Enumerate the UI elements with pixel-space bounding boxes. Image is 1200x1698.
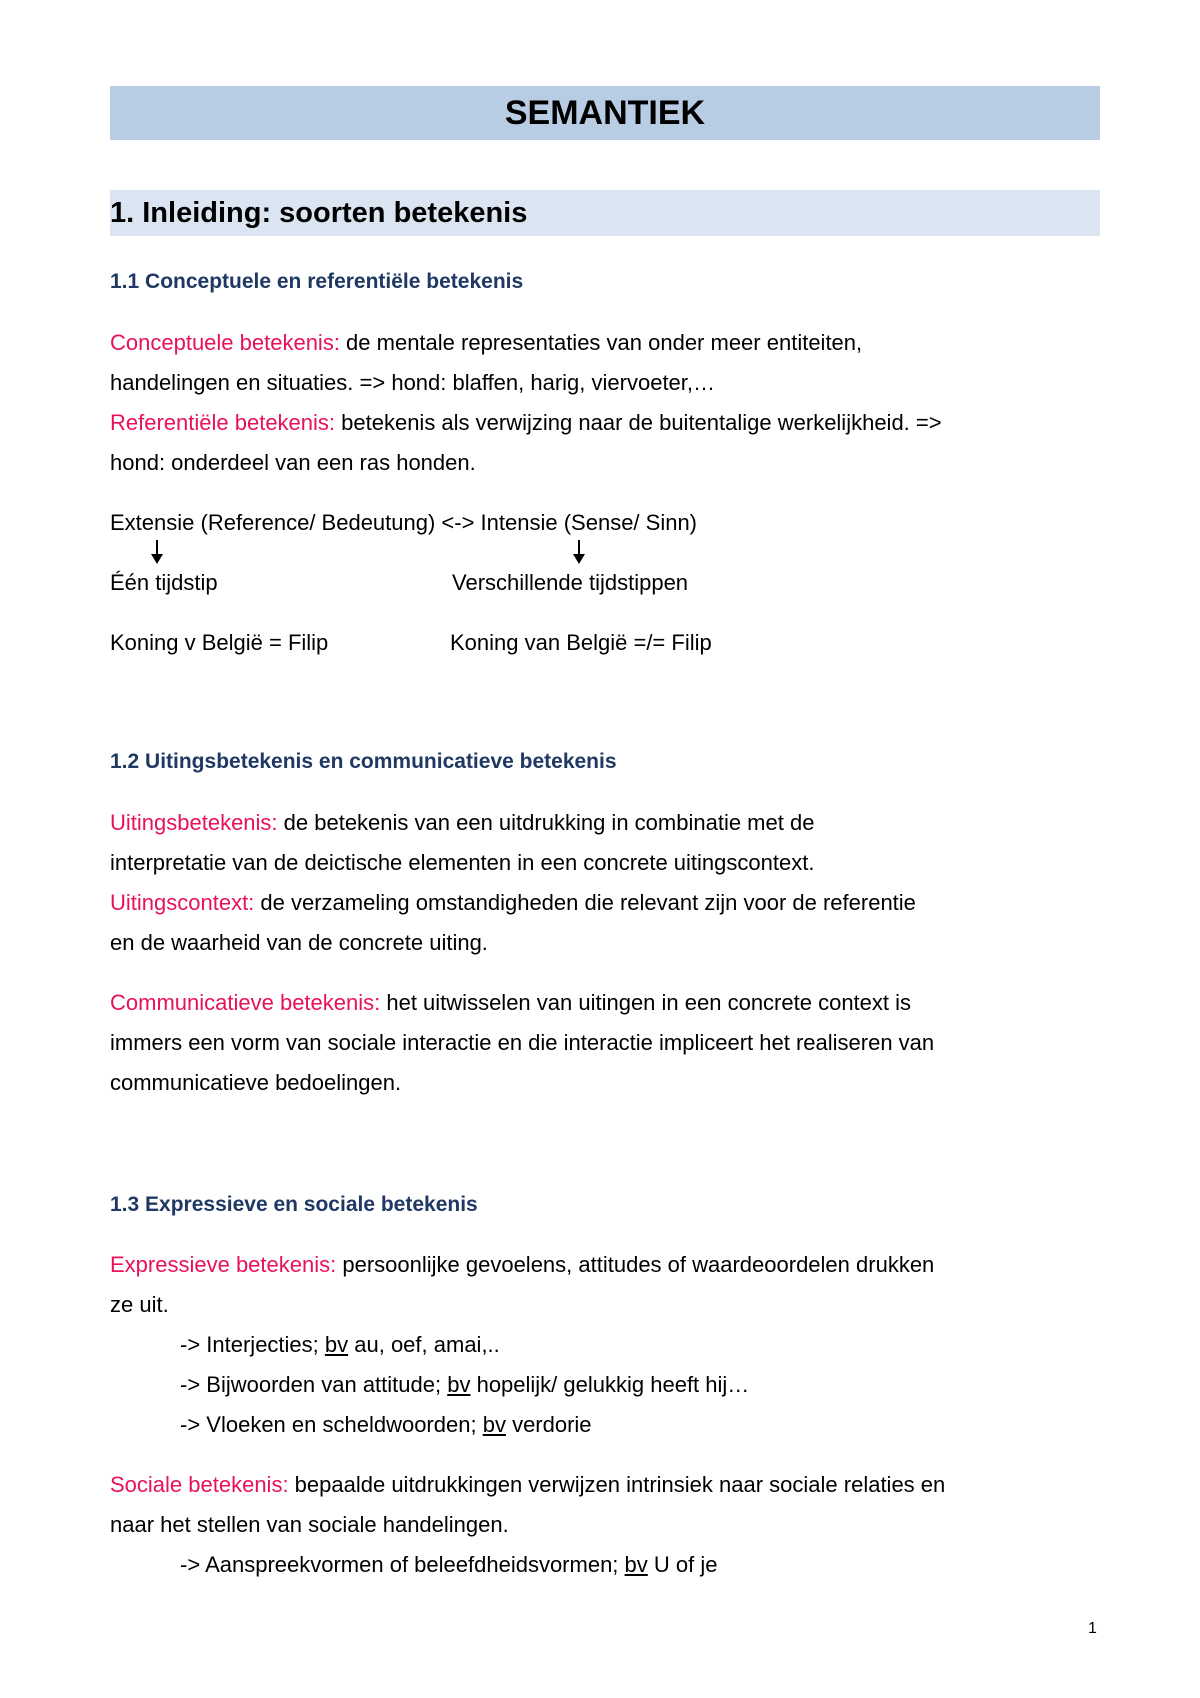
extensie-example: Één tijdstip	[110, 570, 218, 595]
document-title: SEMANTIEK	[110, 86, 1100, 140]
paragraph-uitingsbetekenis	[110, 810, 814, 836]
paragraph-text: bepaalde uitdrukkingen verwijzen intrinsiek naar sociale relaties en	[288, 1472, 946, 1497]
list-item	[180, 1372, 749, 1398]
list-item-text: au, oef, amai,..	[348, 1332, 500, 1357]
paragraph-sociale	[110, 1472, 945, 1498]
term-label: Expressieve betekenis:	[110, 1252, 337, 1277]
paragraph-line: naar het stellen van sociale handelingen.	[110, 1512, 509, 1537]
arrow-down-icon	[572, 540, 586, 566]
list-item-text: -> Bijwoorden van attitude;	[180, 1372, 448, 1397]
list-item-text: -> Aanspreekvormen of beleefdheidsvormen;	[180, 1552, 625, 1577]
list-item-text: verdorie	[505, 1412, 592, 1437]
paragraph-uitingscontext	[110, 890, 916, 916]
arrow-down-icon	[150, 540, 164, 566]
term-label: Sociale betekenis:	[110, 1472, 289, 1497]
list-item-text: U of je	[647, 1552, 718, 1577]
section-1-3-heading: 1.3 Expressieve en sociale betekenis	[110, 1193, 478, 1216]
extensie-intensie-line: Extensie (Reference/ Bedeutung) <-> Intensie (Sense/ Sinn)	[110, 510, 698, 535]
paragraph-text: persoonlijke gevoelens, attitudes of waardeoordelen drukken	[336, 1252, 935, 1277]
bv-abbrev: bv	[447, 1372, 471, 1397]
paragraph-text: de mentale representaties van onder meer entiteiten,	[339, 330, 863, 355]
term-label: Referentiële betekenis:	[110, 410, 336, 435]
paragraph-line: hond: onderdeel van een ras honden.	[110, 450, 476, 475]
section-1-2-heading: 1.2 Uitingsbetekenis en communicatieve betekenis	[110, 750, 617, 773]
koning-extensie: Koning v België = Filip	[110, 630, 329, 655]
list-item	[180, 1552, 718, 1578]
section-1-1-heading: 1.1 Conceptuele en referentiële betekenis	[110, 270, 524, 293]
paragraph-referentiele	[110, 410, 942, 436]
bv-abbrev: bv	[624, 1552, 648, 1577]
paragraph-line: immers een vorm van sociale interactie en die interactie impliceert het realiseren van	[110, 1030, 935, 1055]
paragraph-expressieve	[110, 1252, 934, 1278]
section-1-heading: 1. Inleiding: soorten betekenis	[110, 190, 1100, 236]
paragraph-line: handelingen en situaties. => hond: blaffen, harig, viervoeter,…	[110, 370, 716, 395]
bv-abbrev: bv	[482, 1412, 506, 1437]
paragraph-line: ze uit.	[110, 1292, 169, 1317]
paragraph-line: communicatieve bedoelingen.	[110, 1070, 402, 1095]
intensie-example: Verschillende tijdstippen	[452, 570, 689, 595]
paragraph-line: en de waarheid van de concrete uiting.	[110, 930, 488, 955]
term-label: Communicatieve betekenis:	[110, 990, 381, 1015]
paragraph-communicatieve	[110, 990, 911, 1016]
term-label: Uitingscontext:	[110, 890, 255, 915]
list-item	[180, 1332, 500, 1358]
list-item-text: hopelijk/ gelukkig heeft hij…	[470, 1372, 750, 1397]
term-label: Conceptuele betekenis:	[110, 330, 340, 355]
list-item	[180, 1412, 592, 1438]
paragraph-text: betekenis als verwijzing naar de buitentalige werkelijkheid. =>	[335, 410, 942, 435]
page-number: 1	[1088, 1620, 1097, 1637]
paragraph-conceptuele	[110, 330, 862, 356]
paragraph-text: de verzameling omstandigheden die relevant zijn voor de referentie	[254, 890, 916, 915]
paragraph-line: interpretatie van de deictische elementen in een concrete uitingscontext.	[110, 850, 815, 875]
paragraph-text: de betekenis van een uitdrukking in combinatie met de	[277, 810, 815, 835]
list-item-text: -> Vloeken en scheldwoorden;	[180, 1412, 483, 1437]
list-item-text: -> Interjecties;	[180, 1332, 325, 1357]
term-label: Uitingsbetekenis:	[110, 810, 278, 835]
paragraph-text: het uitwisselen van uitingen in een concrete context is	[380, 990, 912, 1015]
bv-abbrev: bv	[324, 1332, 349, 1357]
koning-intensie: Koning van België =/= Filip	[450, 630, 712, 655]
